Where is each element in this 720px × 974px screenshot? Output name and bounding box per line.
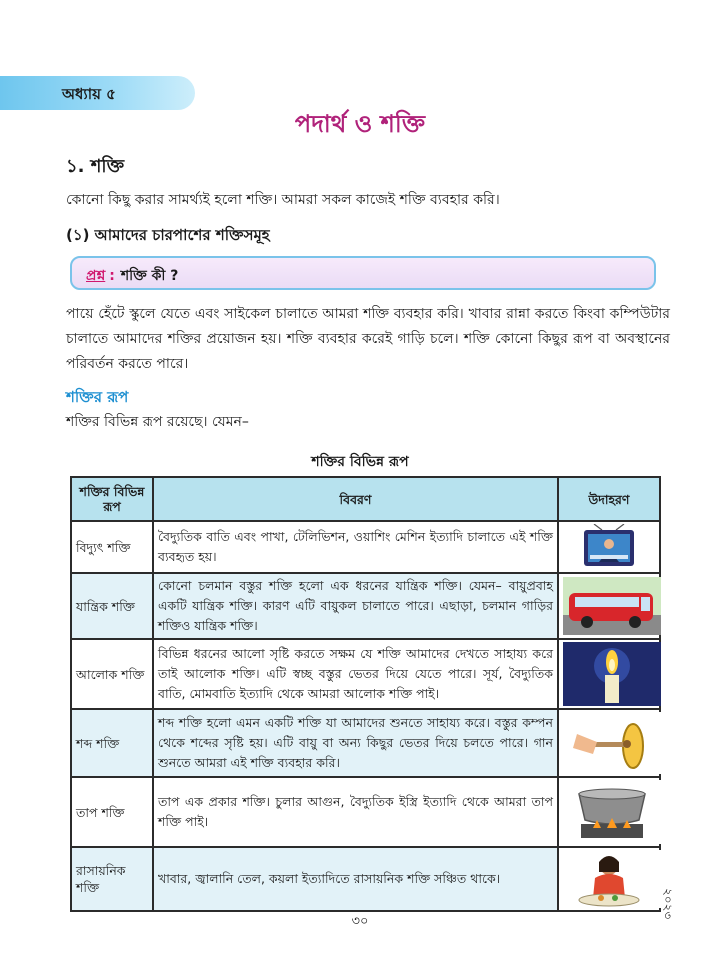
row-type: যান্ত্রিক শক্তি — [71, 573, 153, 639]
candle-icon — [563, 642, 661, 706]
television-icon — [566, 524, 652, 570]
table-row — [71, 709, 660, 777]
bus-icon — [563, 577, 661, 635]
row-example — [558, 777, 660, 847]
cooking-pot-icon — [563, 780, 661, 844]
table-row — [71, 847, 660, 911]
page-title: পদার্থ ও শক্তি — [294, 110, 426, 138]
question-label: প্রশ্ন — [86, 268, 106, 284]
row-description: কোনো চলমান বস্তুর শক্তি হলো এক ধরনের যান্ত্রিক শক্তি। যেমন– বায়ুপ্রবাহ একটি যান্ত্রিক শক্তি। কারণ এটি বায়ুকল চালাতে পারে। এছাড়া, চলমান গাড়ির শক্তিও যান্ত্রিক শক্তি। — [153, 573, 558, 639]
table-row — [71, 777, 660, 847]
row-description: শব্দ শক্তি হলো এমন একটি শক্তি যা আমাদের শুনতে সাহায্য করে। বস্তুর কম্পন থেকে শব্দের সৃষ্টি হয়। এটি বায়ু বা অন্য কিছুর ভেতর দিয়ে চলতে পারে। গান শুনতে আমরা এই শক্তি ব্যবহার করি। — [153, 709, 558, 777]
row-example — [558, 521, 660, 573]
row-example — [558, 847, 660, 911]
side-year-text: ২০২৩ — [661, 888, 675, 920]
row-type: তাপ শক্তি — [71, 777, 153, 847]
question-box — [70, 256, 656, 290]
row-type: রাসায়নিক শক্তি — [71, 847, 153, 911]
header-type: শক্তির বিভিন্ন রূপ — [71, 477, 153, 521]
definition-paragraph: কোনো কিছু করার সামর্থ্যই হলো শক্তি। আমরা সকল কাজেই শক্তি ব্যবহার করি। — [66, 192, 500, 208]
chapter-tab: অধ্যায় ৫ — [0, 76, 195, 110]
girl-eating-icon — [563, 850, 661, 908]
table-caption: শক্তির বিভিন্ন রূপ — [311, 454, 409, 470]
row-type: শব্দ শক্তি — [71, 709, 153, 777]
section-heading: ১. শক্তি — [66, 156, 125, 177]
row-example — [558, 573, 660, 639]
table-row — [71, 639, 660, 709]
row-type: বিদ্যুৎ শক্তি — [71, 521, 153, 573]
subsection-heading: (১) আমাদের চারপাশের শক্তিসমূহ — [66, 226, 270, 244]
table-row — [71, 573, 660, 639]
row-type: আলোক শক্তি — [71, 639, 153, 709]
row-description: তাপ এক প্রকার শক্তি। চুলার আগুন, বৈদ্যুতিক ইস্ত্রি ইত্যাদি থেকে আমরা তাপ শক্তি পাই। — [153, 777, 558, 847]
page-number: ৩০ — [351, 914, 369, 929]
table-row — [71, 521, 660, 573]
row-example — [558, 639, 660, 709]
header-description: বিবরণ — [153, 477, 558, 521]
question-text: শক্তি কী ? — [120, 268, 179, 284]
row-description: খাবার, জ্বালানি তেল, কয়লা ইত্যাদিতে রাসায়নিক শক্তি সঞ্চিত থাকে। — [153, 847, 558, 911]
table-header-row — [71, 477, 660, 521]
row-description: বিভিন্ন ধরনের আলো সৃষ্টি করতে সক্ষম যে শক্তি আমাদের দেখতে সাহায্য করে তাই আলোক শক্তি। এটি স্বচ্ছ বস্তুর ভেতর দিয়ে যেতে পারে। সূর্য, বৈদ্যুতিক বাতি, মোমবাতি ইত্যাদি থেকে আমরা আলোক শক্তি পাই। — [153, 639, 558, 709]
energy-usage-paragraph: পায়ে হেঁটে স্কুলে যেতে এবং সাইকেল চালাতে আমরা শক্তি ব্যবহার করি। খাবার রান্না করতে কিংবা কম্পিউটার চালাতে আমাদের শক্তির প্রয়োজন হয়। শক্তি ব্যবহার করেই গাড়ি চলে। শক্তি কোনো কিছুর রূপ বা অবস্থানের পরিবর্তন করতে পারে। — [66, 306, 670, 372]
forms-heading: শক্তির রূপ — [66, 388, 129, 406]
drum-icon — [563, 712, 661, 774]
forms-intro: শক্তির বিভিন্ন রূপ রয়েছে। যেমন– — [66, 414, 249, 430]
row-description: বৈদ্যুতিক বাতি এবং পাখা, টেলিভিশন, ওয়াশিং মেশিন ইত্যাদি চালাতে এই শক্তি ব্যবহৃত হয়। — [153, 521, 558, 573]
question-separator: : — [109, 268, 115, 284]
energy-forms-table — [70, 476, 661, 912]
header-example: উদাহরণ — [558, 477, 660, 521]
row-example — [558, 709, 660, 777]
